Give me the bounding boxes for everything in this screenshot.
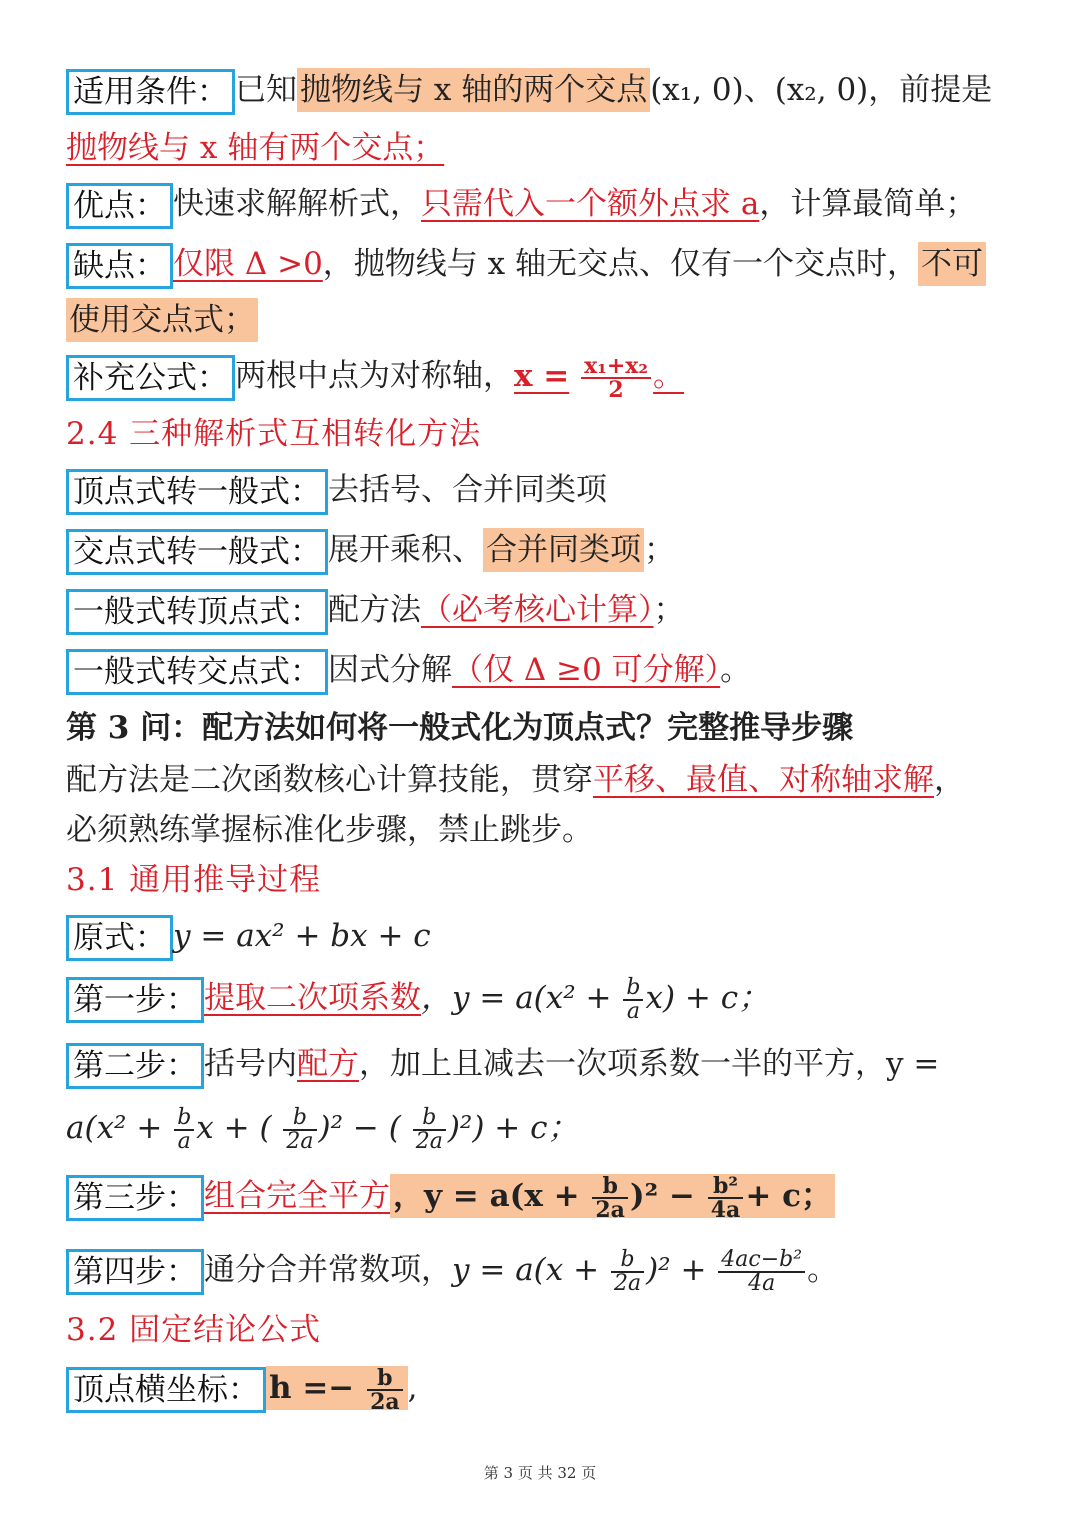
page-footer: 第 3 页 共 32 页	[483, 1464, 597, 1482]
step-2-formula: a(x² + $\frac{b}{a}$ x + ( $\frac{b}{2a}$ )² − ( $\frac{b}{2a}$ )²) + c；	[66, 1104, 579, 1154]
condition-line: 适用条件： 已知抛物线与 x 轴的两个交点(x₁, 0)、(x₂, 0)，前提是	[66, 68, 1020, 115]
label-supplement: 补充公式：	[66, 355, 235, 401]
label-disadvantage: 缺点：	[66, 243, 173, 289]
highlight-intersections: 抛物线与 x 轴的两个交点	[297, 68, 650, 112]
step-4-line: 第四步： 通分合并常数项，y = a(x + $\frac{b}{2a}$ )² + $\frac{\text{4ac−b²}}{4a}$ 。	[66, 1248, 1020, 1295]
heading-3-2: 3.2 固定结论公式	[66, 1312, 322, 1348]
convert-row-4: 一般式转交点式： 因式分解（仅 Δ ≥0 可分解）。	[66, 648, 1020, 695]
q3-paragraph-1: 配方法是二次函数核心计算技能，贯穿平移、最值、对称轴求解，	[66, 762, 965, 798]
convert-row-1: 顶点式转一般式： 去括号、合并同类项	[66, 468, 1020, 515]
heading-3-1: 3.1 通用推导过程	[66, 862, 322, 898]
disadvantage-line: 缺点： 仅限 Δ >0，抛物线与 x 轴无交点、仅有一个交点时，不可	[66, 242, 1020, 289]
label-condition: 适用条件：	[66, 69, 235, 115]
step-3-highlight: ，y = a(x + $\frac{b}{2a}$ )² − $\frac{\text{b²}}{4a}$ + c；	[390, 1174, 835, 1218]
disadvantage-line-2: 使用交点式；	[66, 298, 1020, 342]
convert-row-2: 交点式转一般式： 展开乘积、合并同类项；	[66, 528, 1020, 575]
step-3-line: 第三步： 组合完全平方，y = a(x + $\frac{b}{2a}$ )² − $\frac{\text{b²}}{4a}$ + c；	[66, 1174, 1020, 1221]
vertex-x-line: 顶点横坐标： h =− $\frac{b}{2a}$ ,	[66, 1366, 1020, 1413]
label-advantage: 优点：	[66, 183, 173, 229]
heading-2-4: 2.4 三种解析式互相转化方法	[66, 416, 482, 452]
step-1-line: 第一步： 提取二次项系数，y = a(x² + $\frac{b}{a}$ x) + c；	[66, 976, 1020, 1023]
convert-row-3: 一般式转顶点式： 配方法（必考核心计算）；	[66, 588, 1020, 635]
fraction-midpoint: $\frac{\text{x₁+x₂}}{2}$	[581, 355, 651, 401]
original-formula-line: 原式： y = ax² + bx + c	[66, 914, 1020, 961]
supplement-line: 补充公式： 两根中点为对称轴，x = $\frac{\text{x₁+x₂}}{2}$ 。	[66, 354, 1020, 401]
q3-paragraph-2: 必须熟练掌握标准化步骤，禁止跳步。	[66, 812, 593, 848]
question-3-title: 第 3 问：配方法如何将一般式化为顶点式？完整推导步骤	[66, 710, 854, 746]
condition-line-2: 抛物线与 x 轴有两个交点；	[66, 130, 445, 166]
vertex-x-highlight: h =− $\frac{b}{2a}$	[266, 1366, 408, 1410]
step-2-line: 第二步： 括号内配方，加上且减去一次项系数一半的平方，y =	[66, 1042, 1020, 1089]
advantage-line: 优点： 快速求解解析式，只需代入一个额外点求 a，计算最简单；	[66, 182, 1020, 229]
